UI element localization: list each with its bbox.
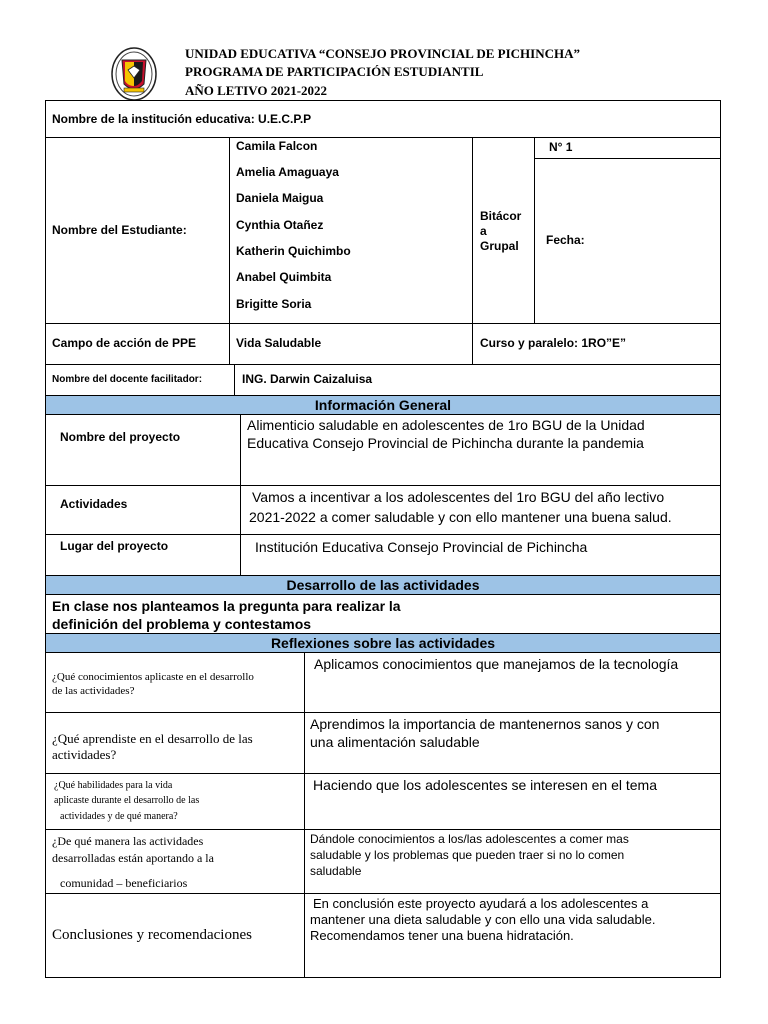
- actividades-value-line-2: 2021-2022 a comer saludable y con ello mantener una buena salud.: [249, 509, 672, 525]
- reflexion-answer-1: Aplicamos conocimientos que manejamos de la tecnología: [314, 656, 679, 672]
- reflexion-question-4-line-1: ¿De qué manera las actividades: [52, 834, 204, 848]
- proyecto-value-line-2: Educativa Consejo Provincial de Pichincha durante la pandemia: [247, 435, 644, 451]
- students-label: Nombre del Estudiante:: [52, 223, 187, 237]
- actividades-value-line-1: Vamos a incentivar a los adolescentes del 1ro BGU del año lectivo: [252, 489, 665, 505]
- reflexiones-section-title: Reflexiones sobre las actividades: [45, 633, 721, 653]
- actividades-label: Actividades: [60, 497, 128, 511]
- lugar-label: Lugar del proyecto: [60, 539, 169, 553]
- reflexion-answer-2-line-1: Aprendimos la importancia de mantenernos sanos y con: [310, 716, 660, 732]
- reflexion-question-2-line-2: actividades?: [52, 747, 117, 762]
- reflexion-answer-4-line-1: Dándole conocimientos a los/las adolescentes a comer mas: [310, 832, 629, 846]
- reflexion-question-1-line-2: de las actividades?: [52, 685, 135, 697]
- conclusiones-text-line-3: Recomendamos tener una buena hidratación.: [310, 928, 574, 943]
- conclusiones-text-line-1: En conclusión este proyecto ayudará a los adolescentes a: [313, 896, 649, 911]
- reflexion-question-3-line-2: aplicaste durante el desarrollo de las: [54, 795, 200, 806]
- reflexion-question-4-line-3: comunidad – beneficiarios: [60, 876, 188, 890]
- campo-label: Campo de acción de PPE: [52, 336, 197, 350]
- desarrollo-text-line-2: definición del problema y contestamos: [52, 616, 312, 632]
- reflexion-question-3-line-1: ¿Qué habilidades para la vida: [54, 780, 173, 791]
- bitacora-label-1: Bitácor: [480, 209, 522, 223]
- student-name: Camila Falcon: [236, 139, 318, 153]
- curso-label: Curso y paralelo: 1RO”E”: [480, 336, 627, 350]
- reflexion-answer-4-line-2: saludable y los problemas que pueden traer si no lo comen: [310, 848, 625, 862]
- reflexion-question-4-line-2: desarrolladas están aportando a la: [52, 851, 214, 865]
- conclusiones-label: Conclusiones y recomendaciones: [52, 927, 252, 943]
- campo-value: Vida Saludable: [236, 336, 322, 350]
- student-name: Anabel Quimbita: [236, 270, 332, 284]
- proyecto-label-cell: [45, 414, 241, 486]
- reflexion-question-3-line-3: actividades y de qué manera?: [60, 811, 178, 822]
- lugar-value: Institución Educativa Consejo Provincial de Pichincha: [255, 539, 588, 555]
- proyecto-label: Nombre del proyecto: [60, 430, 181, 444]
- proyecto-value-line-1: Alimenticio saludable en adolescentes de 1ro BGU de la Unidad: [247, 417, 645, 433]
- student-name: Amelia Amaguaya: [236, 165, 339, 179]
- general-section-title: Información General: [45, 395, 721, 415]
- docente-label: Nombre del docente facilitador:: [52, 374, 203, 385]
- reflexion-answer-3: Haciendo que los adolescentes se interesen en el tema: [313, 777, 657, 793]
- header-line-1: UNIDAD EDUCATIVA “CONSEJO PROVINCIAL DE PICHINCHA”: [185, 46, 580, 61]
- fecha-label: Fecha:: [546, 233, 585, 247]
- header-line-2: PROGRAMA DE PARTICIPACIÓN ESTUDIANTIL: [185, 64, 484, 79]
- student-name: Cynthia Otañez: [236, 218, 324, 232]
- student-name: Daniela Maigua: [236, 191, 324, 205]
- header-line-3: AÑO LETIVO 2021-2022: [185, 83, 328, 98]
- bitacora-label-2: a: [480, 224, 487, 238]
- crest-icon: [110, 46, 158, 102]
- institution-label: Nombre de la institución educativa: U.E.C.P.P: [52, 112, 312, 126]
- student-name: Katherin Quichimbo: [236, 244, 351, 258]
- reflexion-answer-2-line-2: una alimentación saludable: [310, 734, 480, 750]
- desarrollo-section-title: Desarrollo de las actividades: [45, 575, 721, 595]
- student-name: Brigitte Soria: [236, 297, 312, 311]
- docente-value: ING. Darwin Caizaluisa: [242, 372, 373, 386]
- conclusiones-text-line-2: mantener una dieta saludable y con ello una vida saludable.: [310, 912, 656, 927]
- bitacora-label-3: Grupal: [480, 239, 519, 253]
- desarrollo-text-line-1: En clase nos planteamos la pregunta para realizar la: [52, 598, 401, 614]
- reflexion-question-1-line-1: ¿Qué conocimientos aplicaste en el desarrollo: [52, 671, 254, 683]
- reflexion-answer-4-line-3: saludable: [310, 864, 362, 878]
- reflexion-question-2-line-1: ¿Qué aprendiste en el desarrollo de las: [52, 731, 253, 746]
- numero-label: N° 1: [549, 140, 573, 154]
- school-crest: [110, 46, 158, 102]
